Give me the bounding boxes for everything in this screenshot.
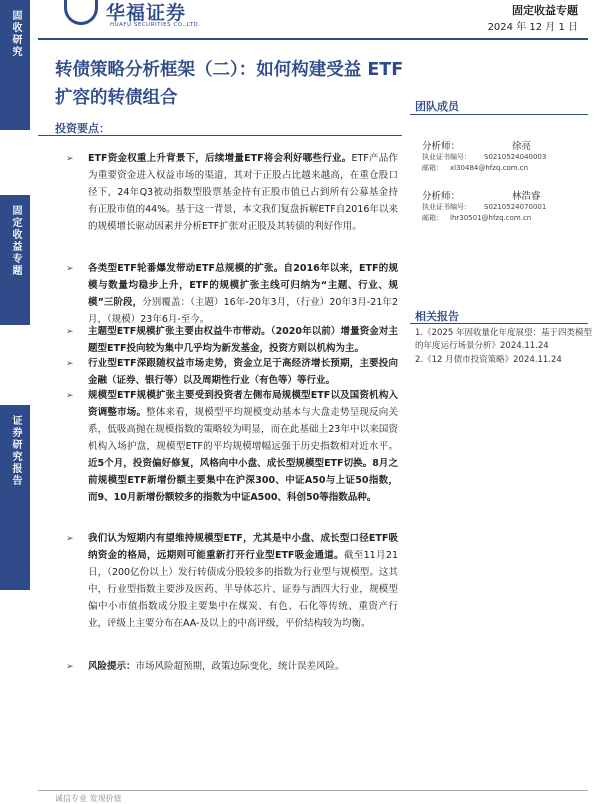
bullet-arrow-icon: ➢ [66,662,74,672]
key-point-tail: 近5个月，投资偏好修复，风格向中小盘、成长型规模型ETF切换。8月之前规模型ETF新增份额主要集中在沪深300、中证A50与上证50指数，而9、10月新增份额较多的指数为中证A500、科创50等指数品种。 [88,458,398,503]
related-heading: 相关报告 [415,310,459,323]
page-title: 转债策略分析框架（二）：如何构建受益 ETF 扩容的转债组合 [55,60,404,108]
key-point-lead: 规模型ETF规模扩张主要受到投资者左侧布局规模型ETF以及国资机构入资调整市场。 [88,390,398,418]
bullet-arrow-icon: ➢ [66,391,74,401]
analyst-email[interactable]: lhr30501@hfzq.com.cn [450,214,532,222]
related-report-link[interactable]: 2.《12 月债市投资策略》2024.11.24 [415,355,562,365]
key-point-paragraph [88,323,398,357]
report-date: 2024 年 12 月 1 日 [487,22,578,33]
sidebar-segment-report [0,405,30,590]
related-report-link[interactable]: 1.《2025 年固收量化年度展望：基于四类模型的年度运行场景分析》2024.11.24 [415,328,592,351]
bullet-arrow-icon: ➢ [66,327,74,337]
email-label: 邮箱： [422,214,443,222]
analyst-email[interactable]: xl30484@hfzq.com.cn [450,164,529,172]
cert-label: 执业证书编号： [422,203,471,211]
key-point-paragraph [88,355,398,389]
analyst-role: 分析师： [422,191,461,202]
team-heading: 团队成员 [415,100,459,113]
bullet-arrow-icon: ➢ [66,534,74,544]
key-point-body: 整体来看，规模型平均规模变动基本与大盘走势呈现反向关系，低吸高抛在规模指数的策略较为明显，而在此基础上23年中以来国资机构入场护盘，规模型ETF的平均规模增幅远强于历史指数相对近水平。 [88,407,398,452]
analyst-card [422,188,592,224]
logo-name: 华福证券 [106,2,187,24]
sidebar-label: 证券研究报告 [10,415,21,487]
key-point-lead: ETF资金权重上升背景下，后续增量ETF将会利好哪些行业。 [88,153,352,164]
key-points-divider [38,135,402,136]
risk-label: 风险提示： [88,661,136,672]
team-divider [410,114,588,115]
key-point-lead: 我们认为短期内有望维持规模型ETF，尤其是中小盘、成长型口径ETF吸纳资金的格局，远期则可能重新打开行业型ETF吸金通道。 [88,533,398,561]
key-point-lead: 各类型ETF轮番爆发带动ETF总规模的扩张。自2016年以来，ETF的规模与数量均稳步上升，ETF的规模扩张主线可归纳为“主题、行业、规模”三阶段， [88,263,398,308]
bullet-arrow-icon: ➢ [66,359,74,369]
cert-number: S0210524070001 [484,203,547,211]
key-point-paragraph [88,387,398,506]
analyst-card [422,138,592,174]
footer-slogan: 诚信专业 发现价值 [55,794,122,803]
bullet-arrow-icon: ➢ [66,264,74,274]
risk-warning [88,658,398,675]
footer-divider [38,790,588,791]
analyst-role: 分析师： [422,141,461,152]
cert-label: 执业证书编号： [422,153,471,161]
analyst-name: 徐亮 [512,141,532,152]
sidebar [0,0,30,800]
sidebar-label: 固收研究 [10,10,21,58]
sidebar-segment-research [0,0,30,130]
email-label: 邮箱： [422,164,443,172]
risk-text: 市场风险超预期，政策边际变化，统计误差风险。 [135,661,345,672]
related-divider [410,323,588,324]
company-logo [56,0,216,34]
header-divider [38,38,588,40]
key-point-lead: 行业型ETF深跟随权益市场走势，资金立足于高经济增长预期，主要投向金融（证券、银行等）以及周期性行业（有色等）等行业。 [88,358,398,386]
key-point-paragraph [88,150,398,235]
logo-subtitle: HUAFU SECURITIES CO.,LTD. [110,22,201,28]
key-points-heading: 投资要点： [55,122,110,135]
key-point-body: ETF产品作为重要资金进入权益市场的渠道，其对于正股占比越来越高，在重仓股口径下，24年Q3被动指数型股票基金持有正股市值已占到所有公募基金持有正股市值的44%。基于这一背景，本文我们复盘拆解ETF自2016年以来的规模增长驱动因素并分析ETF扩张对正股及其转债的利好作用。 [88,153,398,232]
key-point-body: 截至11月21日，（200亿份以上）发行转债成分股较多的指数为行业型与规模型。这其中，行业型指数主要涉及医药、半导体芯片、证券与酒四大行业，规模型偏中小市值指数成分股主要集中在煤炭、有色、石化等传统、重资产行业，评级上主要分布在AA-及以上的中高评级，平价结构较为均衡。 [88,550,398,629]
cert-number: S0210524040003 [484,153,547,161]
key-point-lead: 主题型ETF规模扩张主要由权益牛市带动。（2020年以前）增量资金对主题型ETF投向较为集中几乎均为新发基金，投资方则以机构为主。 [88,326,398,354]
sidebar-label: 固定收益专题 [10,205,21,277]
report-type: 固定收益专题 [512,4,578,17]
logo-mark-icon [64,0,98,25]
key-point-body: 分别覆盖：（主题）16年-20年3月，（行业）20年3月-21年2月，（规模）23年6月-至今。 [88,297,399,325]
analyst-name: 林浩睿 [512,191,541,202]
key-point-paragraph [88,260,398,328]
bullet-arrow-icon: ➢ [66,154,74,164]
sidebar-segment-topic [0,195,30,325]
key-point-paragraph [88,530,398,632]
